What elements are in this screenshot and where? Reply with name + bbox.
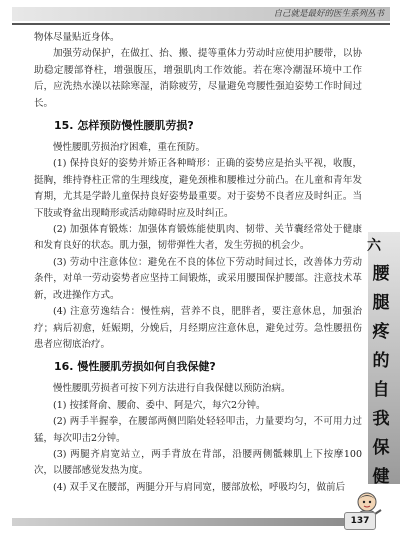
page-number: 137	[344, 512, 376, 530]
footer-rule	[12, 518, 360, 526]
section-heading-15: 15. 怎样预防慢性腰肌劳损?	[54, 119, 194, 133]
page-header	[0, 0, 400, 28]
list-item: (3) 两腿齐肩宽站立，两手背放在背部，沿腰两侧骶棘肌上下按摩100次，以腰部感觉发热为度。	[34, 448, 362, 477]
paragraph: 慢性腰肌劳损治疗困难，重在预防。	[53, 142, 206, 154]
list-item: (4) 注意劳逸结合：慢性病，营养不良，肥胖者，要注意休息，加强治疗；病后初愈，妊娠期，分娩后，月经期应注意休息，避免过劳。急性腰扭伤患者应彻底治疗。	[34, 306, 362, 350]
list-item: (3) 劳动中注意体位：避免在不良的体位下劳动时间过长，改善体力劳动条件，对单一劳动姿势者应坚持工间锻炼，或采用腰围保护腰部。注意技术革新，改进操作方式。	[34, 256, 362, 301]
list-item: (1) 保持良好的姿势并矫正各种畸形：正确的姿势应是抬头平视，收腹，挺胸，维持脊柱正常的生理线度，避免颈椎和腰椎过分前凸。在儿童和青年发育期，尤其是学龄儿童保持良好姿势最重要。对于姿势不良者应及时纠正。当下肢或脊盆出现畸形或活动障碍时应及时纠正。	[34, 158, 362, 219]
section-heading-16: 16. 慢性腰肌劳损如何自我保健?	[54, 360, 216, 374]
series-title: 自己就是最好的医生系列丛书	[273, 9, 384, 19]
list-item: (2) 加强体育锻炼：加强体育锻炼能使肌肉、韧带、关节囊经常处于健康和发育良好的状态。肌力强，韧带弹性大者，发生劳损的机会少。	[34, 224, 362, 252]
chapter-title: 腰腿疼的自我保健	[372, 264, 390, 487]
chapter-number: 六	[367, 238, 381, 254]
paragraph: 物体尽量贴近身体。	[34, 32, 120, 43]
list-item: (2) 两手半握拳，在腰部两侧凹陷处轻轻叩击，力量要均匀，不可用力过猛，每次叩击2分钟。	[34, 416, 362, 444]
main-content	[34, 30, 362, 496]
list-item: (1) 按揉肾俞、腰俞、委中、阿是穴，每穴2分钟。	[53, 399, 266, 411]
paragraph: 慢性腰肌劳损者可按下列方法进行自我保健以预防治病。	[53, 383, 291, 395]
header-rule	[12, 23, 390, 25]
list-item: (4) 双手叉在腰部，两腿分开与肩同宽，腰部放松，呼吸均匀，做前后	[53, 481, 345, 493]
paragraph: 加强劳动保护，在做扛、抬、搬、提等重体力劳动时应使用护腰带，以协助稳定腰部脊柱，增强腹压，增强肌肉工作效能。若在寒冷潮湿环境中工作后，应洗热水澡以祛除寒湿，消除疲劳，尽量避免弯腰性强迫姿势工作时间过长。	[34, 48, 362, 109]
